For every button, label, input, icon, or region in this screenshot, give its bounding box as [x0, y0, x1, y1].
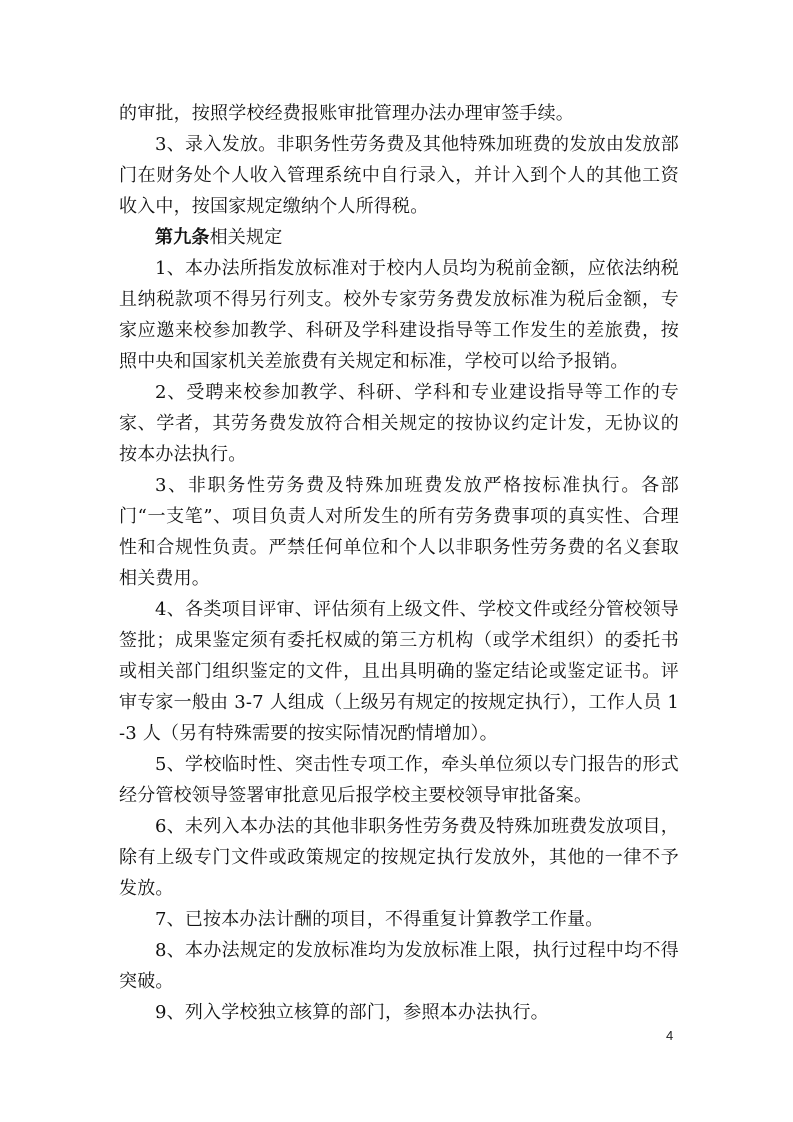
page-number: 4: [666, 1028, 674, 1043]
document-body: [119, 98, 679, 1028]
paragraph-rule-2: 2、受聘来校参加教学、科研、学科和专业建设指导等工作的专家、学者，其劳务费发放符合相关规定的按协议约定计发，无协议的按本办法执行。: [119, 382, 679, 465]
article-title: 相关规定: [209, 227, 283, 248]
paragraph-continuation: 的审批，按照学校经费报账审批管理办法办理审签手续。: [119, 103, 574, 124]
paragraph-rule-9: 9、列入学校独立核算的部门，参照本办法执行。: [155, 1002, 549, 1023]
paragraph-rule-7: 7、已按本办法计酬的项目，不得重复计算教学工作量。: [155, 909, 604, 930]
paragraph-rule-4: 4、各类项目评审、评估须有上级文件、学校文件或经分管校领导签批；成果鉴定须有委托权威的第三方机构（或学术组织）的委托书或相关部门组织鉴定的文件，且出具明确的鉴定结论或鉴定证书。评审专家一般由 3-7 人组成（上级另有规定的按规定执行），工作人员 1-3 人（另有特殊需要的按实际情况酌情增加）。: [119, 599, 679, 744]
paragraph-rule-5: 5、学校临时性、突击性专项工作，牵头单位须以专门报告的形式经分管校领导签署审批意见后报学校主要校领导审批备案。: [119, 754, 679, 806]
paragraph-entry-procedure: 3、录入发放。非职务性劳务费及其他特殊加班费的发放由发放部门在财务处个人收入管理系统中自行录入，并计入到个人的其他工资收入中，按国家规定缴纳个人所得税。: [119, 134, 679, 217]
paragraph-rule-1: 1、本办法所指发放标准对于校内人员均为税前金额，应依法纳税且纳税款项不得另行列支。校外专家劳务费发放标准为税后金额，专家应邀来校参加教学、科研及学科建设指导等工作发生的差旅费，按照中央和国家机关差旅费有关规定和标准，学校可以给予报销。: [119, 258, 679, 372]
paragraph-rule-8: 8、本办法规定的发放标准均为发放标准上限，执行过程中均不得突破。: [119, 940, 679, 992]
paragraph-rule-6: 6、未列入本办法的其他非职务性劳务费及特殊加班费发放项目，除有上级专门文件或政策规定的按规定执行发放外，其他的一律不予发放。: [119, 816, 679, 899]
article-number: 第九条: [155, 227, 210, 248]
article-heading: [119, 222, 679, 253]
paragraph-rule-3: 3、非职务性劳务费及特殊加班费发放严格按标准执行。各部门“一支笔”、项目负责人对所发生的所有劳务费事项的真实性、合理性和合规性负责。严禁任何单位和个人以非职务性劳务费的名义套取相关费用。: [119, 475, 679, 589]
